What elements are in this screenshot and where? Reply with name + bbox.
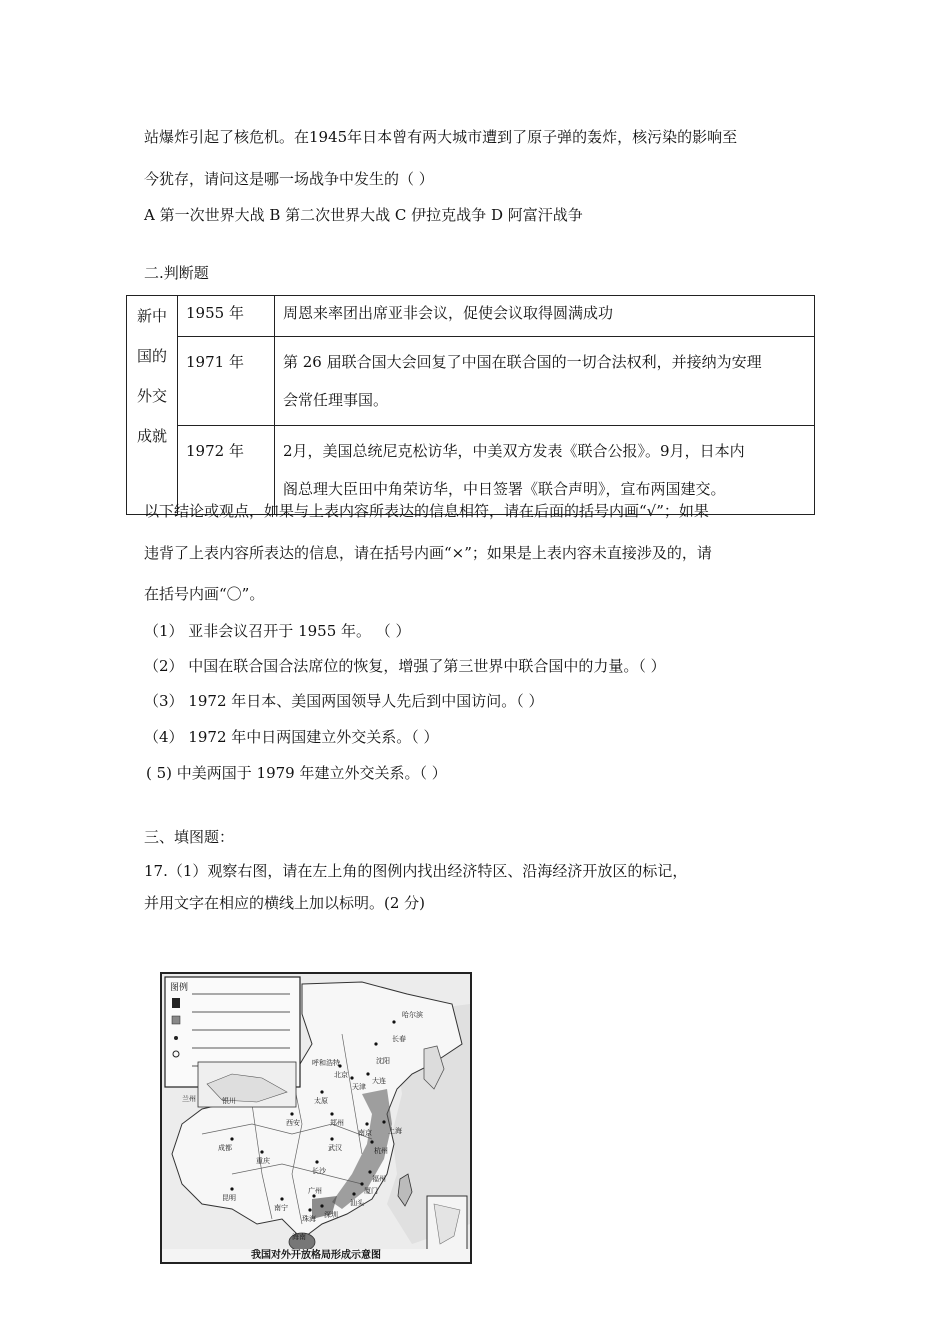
- map-city-label: 银川: [222, 1097, 236, 1105]
- map-city-label: 兰州: [182, 1095, 196, 1103]
- section2-title: 二.判断题: [144, 264, 209, 282]
- map-city-label: 重庆: [256, 1157, 270, 1165]
- instruction-line-2: 违背了上表内容所表达的信息，请在括号内画“×”；如果是上表内容未直接涉及的，请: [144, 544, 712, 562]
- side-label-1: 新中: [136, 307, 167, 325]
- map-city-label: 太原: [314, 1097, 328, 1105]
- side-label-4: 成就: [136, 427, 167, 445]
- map-city-label: 呼和浩特: [312, 1059, 340, 1067]
- side-label-3: 外交: [136, 387, 167, 405]
- map-city-label: 西安: [286, 1119, 300, 1127]
- china-opening-map: [160, 972, 472, 1264]
- question-line-1: 站爆炸引起了核危机。在1945年日本曾有两大城市遭到了原子弹的轰炸，核污染的影响至: [144, 128, 738, 146]
- event-text: 2月，美国总统尼克松访华，中美双方发表《联合公报》。9月，日本内: [283, 442, 745, 460]
- map-city-label: 长春: [392, 1035, 406, 1043]
- q17-line-1: 17.（1）观察右图，请在左上角的图例内找出经济特区、沿海经济开放区的标记，: [144, 862, 688, 880]
- judge-item-5: ( 5) 中美两国于 1979 年建立外交关系。（ ）: [146, 764, 447, 782]
- judge-item-3: （3） 1972 年日本、美国两国领导人先后到中国访问。（ ）: [144, 692, 544, 710]
- map-city-label: 福州: [372, 1175, 386, 1183]
- map-legend-title: 图例: [170, 983, 189, 993]
- map-city-label: 广州: [308, 1187, 322, 1195]
- map-city-label: 北京: [334, 1071, 348, 1079]
- map-city-label: 深圳: [324, 1211, 338, 1219]
- map-caption: 我国对外开放格局形成示意图: [251, 1250, 381, 1261]
- map-city-label: 沈阳: [376, 1057, 390, 1065]
- map-city-label: 珠海: [302, 1215, 316, 1223]
- map-city-label: 长沙: [312, 1167, 326, 1175]
- side-label-2: 国的: [136, 347, 167, 365]
- map-city-label: 厦门: [364, 1187, 378, 1195]
- map-city-label: 南京: [358, 1129, 372, 1137]
- map-city-label: 南宁: [274, 1204, 288, 1212]
- year-cell: 1971 年: [178, 337, 275, 426]
- map-city-label: 大连: [372, 1077, 386, 1085]
- event-text: 第 26 届联合国大会回复了中国在联合国的一切合法权利，并接纳为安理: [283, 353, 762, 371]
- year-cell: 1972 年: [178, 426, 275, 515]
- event-text: 周恩来率团出席亚非会议，促使会议取得圆满成功: [283, 304, 614, 322]
- map-city-label: 哈尔滨: [402, 1011, 423, 1019]
- year-cell: 1955 年: [178, 296, 275, 337]
- diplomacy-table: [126, 295, 815, 515]
- map-drawing: [162, 974, 470, 1262]
- map-city-label: 汕头: [350, 1199, 364, 1207]
- map-city-label: 成都: [218, 1144, 232, 1152]
- map-city-label: 昆明: [222, 1194, 236, 1202]
- q17-line-2: 并用文字在相应的横线上加以标明。(2 分): [144, 894, 426, 912]
- map-city-label: 天津: [352, 1083, 366, 1091]
- question-line-2: 今犹存，请问这是哪一场战争中发生的（ ）: [144, 170, 434, 188]
- event-cell: [275, 337, 815, 426]
- judge-item-4: （4） 1972 年中日两国建立外交关系。（ ）: [144, 728, 439, 746]
- event-text: 阁总理大臣田中角荣访华，中日签署《联合声明》，宣布两国建交。: [283, 480, 726, 498]
- section3-title: 三、填图题：: [144, 828, 235, 846]
- map-city-label: 杭州: [374, 1147, 388, 1155]
- event-cell: [275, 296, 815, 337]
- question-options: A 第一次世界大战 B 第二次世界大战 C 伊拉克战争 D 阿富汗战争: [144, 206, 583, 224]
- side-label-cell: [127, 296, 178, 515]
- judge-item-1: （1） 亚非会议召开于 1955 年。 （ ）: [144, 622, 411, 640]
- map-city-label: 郑州: [330, 1119, 344, 1127]
- map-city-label: 上海: [388, 1127, 402, 1135]
- event-text: 会常任理事国。: [283, 391, 389, 409]
- instruction-line-1: 以下结论或观点，如果与上表内容所表达的信息相符，请在后面的括号内画“√”；如果: [144, 502, 709, 520]
- judge-item-2: （2） 中国在联合国合法席位的恢复，增强了第三世界中联合国中的力量。（ ）: [144, 657, 666, 675]
- instruction-line-3: 在括号内画“〇”。: [144, 585, 265, 603]
- map-city-label: 武汉: [328, 1144, 342, 1152]
- map-city-label: 海南: [292, 1233, 306, 1241]
